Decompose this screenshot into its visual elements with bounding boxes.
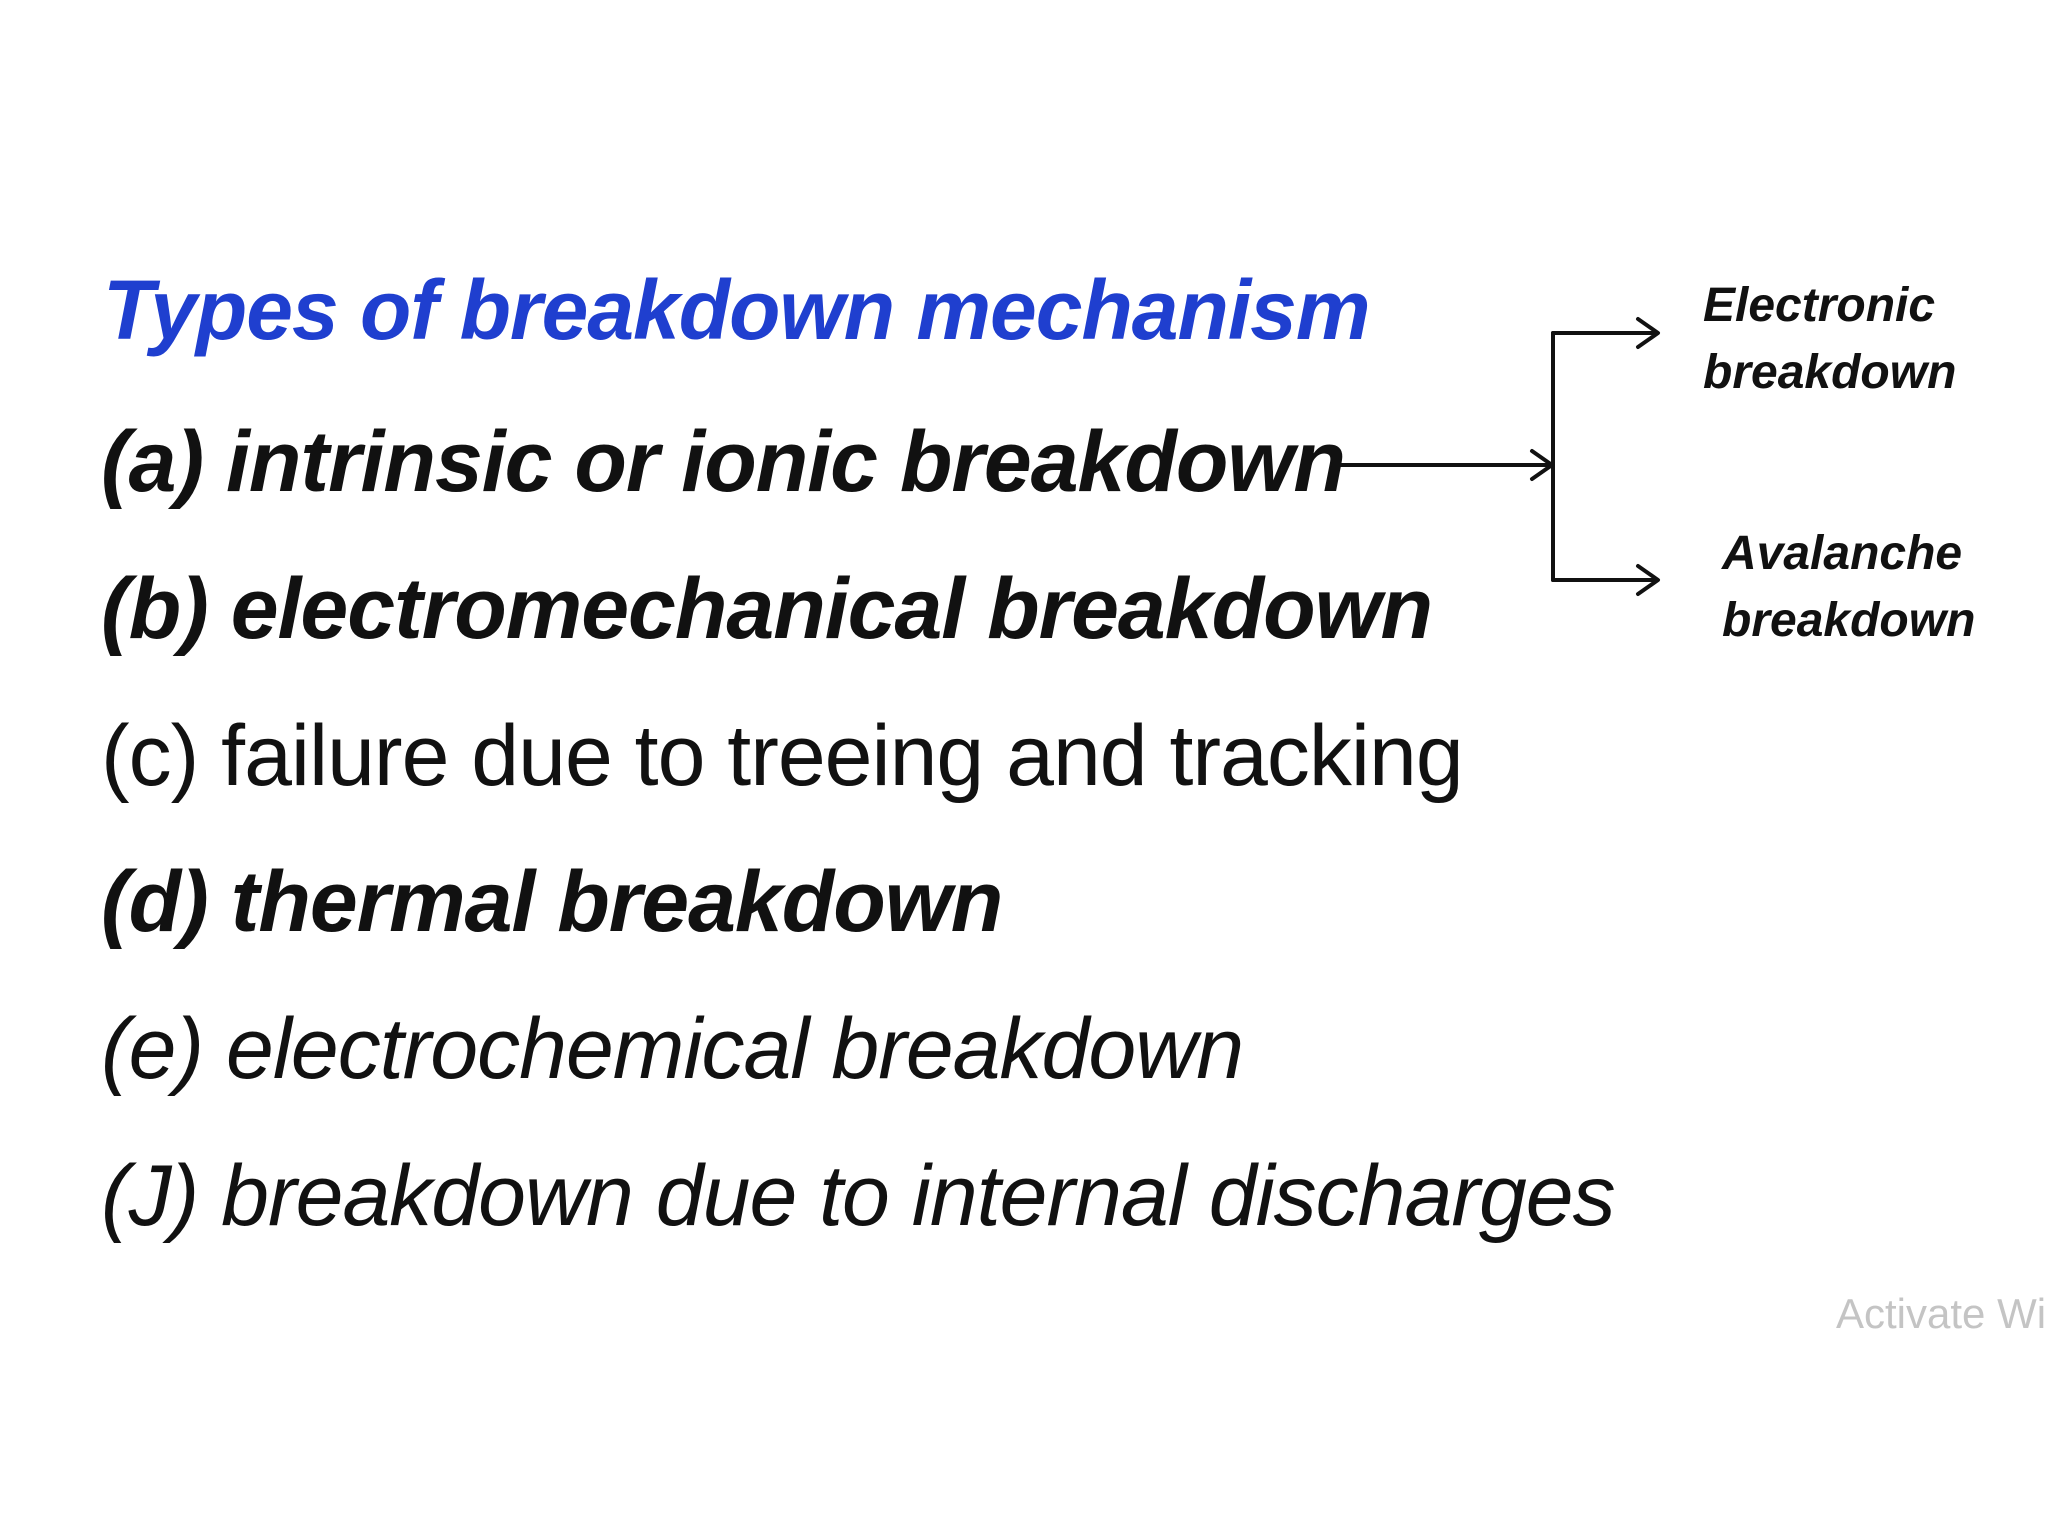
branch-label-line: Electronic <box>1703 279 1936 332</box>
list-item: (J) breakdown due to internal discharges <box>101 1148 1615 1244</box>
list-item: (b) electromechanical breakdown <box>101 561 1433 657</box>
list-item: (a) intrinsic or ionic breakdown <box>101 414 1345 510</box>
branch-label-line: Avalanche <box>1722 527 1963 580</box>
branch-label-line: breakdown <box>1703 346 1957 399</box>
slide-title: Types of breakdown mechanism <box>103 263 1370 357</box>
list-item: (c) failure due to treeing and tracking <box>101 708 1463 804</box>
branch-label-electronic <box>1703 272 1956 406</box>
list-item: (d) thermal breakdown <box>101 854 1003 950</box>
list-item: (e) electrochemical breakdown <box>101 1001 1244 1097</box>
branch-label-line: breakdown <box>1722 594 1976 647</box>
activation-watermark: Activate Wi <box>1836 1290 2047 1337</box>
branch-label-avalanche <box>1722 520 1975 654</box>
